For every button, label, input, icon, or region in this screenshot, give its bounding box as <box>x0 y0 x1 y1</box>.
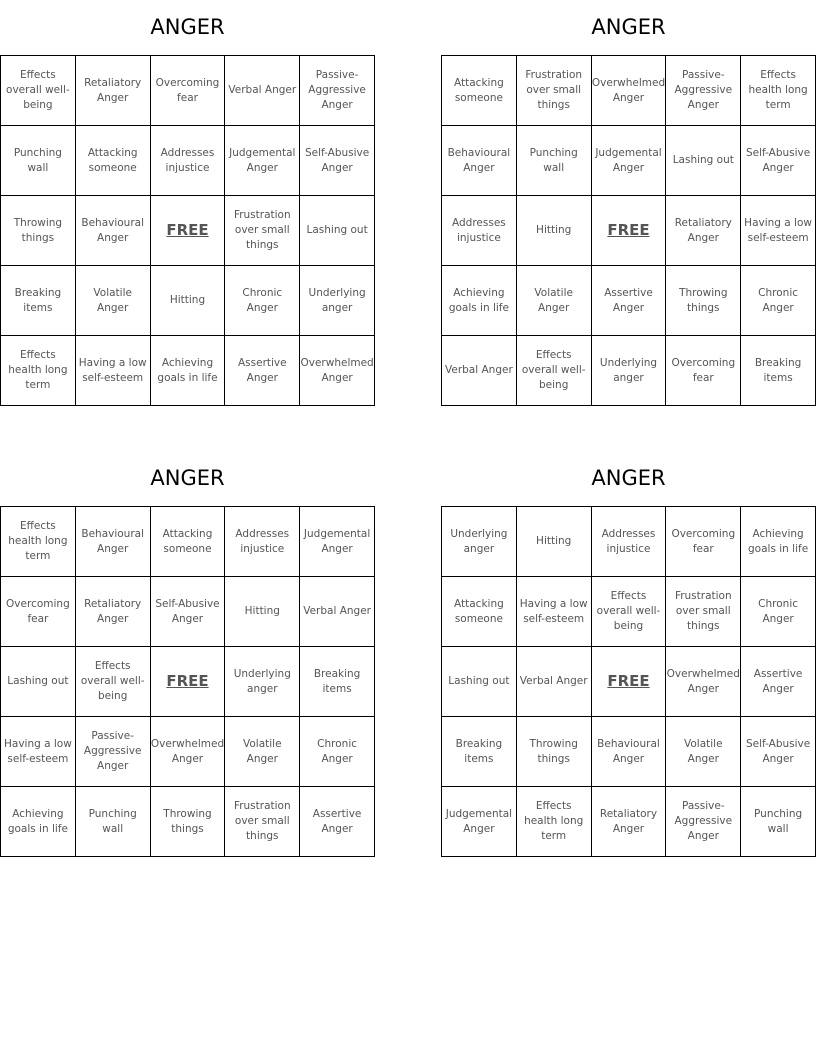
free-space-cell: FREE <box>592 647 667 717</box>
bingo-cell: Volatile Anger <box>76 266 151 336</box>
bingo-cell: Lashing out <box>666 126 741 196</box>
bingo-cell: Throwing things <box>517 717 592 787</box>
bingo-cell: Retaliatory Anger <box>592 787 667 857</box>
bingo-cell: Passive-Aggressive Anger <box>666 787 741 857</box>
bingo-cell: Punching wall <box>1 126 76 196</box>
bingo-cell: Overwhelmed Anger <box>666 647 741 717</box>
bingo-cell: Having a low self-esteem <box>517 577 592 647</box>
bingo-cell: Having a low self-esteem <box>76 336 151 406</box>
bingo-cell: Effects health long term <box>1 336 76 406</box>
bingo-cell: Breaking items <box>442 717 517 787</box>
bingo-cell: Throwing things <box>151 787 226 857</box>
bingo-grid <box>0 55 375 406</box>
bingo-cell: Assertive Anger <box>592 266 667 336</box>
bingo-cell: Addresses injustice <box>442 196 517 266</box>
bingo-cell: Effects health long term <box>741 56 816 126</box>
bingo-cell: Overwhelmed Anger <box>592 56 667 126</box>
bingo-cell: Volatile Anger <box>666 717 741 787</box>
bingo-cell: Passive-Aggressive Anger <box>666 56 741 126</box>
bingo-cell: Lashing out <box>442 647 517 717</box>
bingo-cell: Frustration over small things <box>666 577 741 647</box>
bingo-cell: Judgemental Anger <box>300 507 375 577</box>
bingo-cell: Assertive Anger <box>300 787 375 857</box>
bingo-cell: Breaking items <box>300 647 375 717</box>
bingo-cell: Breaking items <box>1 266 76 336</box>
bingo-cell: Judgemental Anger <box>225 126 300 196</box>
bingo-cell: Retaliatory Anger <box>666 196 741 266</box>
bingo-cell: Passive-Aggressive Anger <box>300 56 375 126</box>
bingo-cell: Lashing out <box>300 196 375 266</box>
bingo-cell: Attacking someone <box>151 507 226 577</box>
bingo-cell: Effects health long term <box>517 787 592 857</box>
bingo-cell: Lashing out <box>1 647 76 717</box>
bingo-grid <box>441 506 816 857</box>
bingo-cell: Verbal Anger <box>225 56 300 126</box>
bingo-cell: Judgemental Anger <box>592 126 667 196</box>
free-space-cell: FREE <box>592 196 667 266</box>
bingo-cell: Chronic Anger <box>225 266 300 336</box>
card-title: ANGER <box>591 15 666 39</box>
bingo-cell: Behavioural Anger <box>592 717 667 787</box>
bingo-cell: Overcoming fear <box>666 507 741 577</box>
bingo-cell: Hitting <box>151 266 226 336</box>
bingo-cell: Assertive Anger <box>225 336 300 406</box>
bingo-grid <box>0 506 375 857</box>
bingo-cell: Effects overall well-being <box>76 647 151 717</box>
bingo-cell: Hitting <box>225 577 300 647</box>
bingo-cell: Achieving goals in life <box>151 336 226 406</box>
bingo-cell: Throwing things <box>1 196 76 266</box>
bingo-cell: Overcoming fear <box>1 577 76 647</box>
bingo-cell: Verbal Anger <box>517 647 592 717</box>
bingo-cell: Overwhelmed Anger <box>151 717 226 787</box>
bingo-cell: Having a low self-esteem <box>1 717 76 787</box>
bingo-cell: Effects overall well-being <box>1 56 76 126</box>
bingo-cell: Overcoming fear <box>151 56 226 126</box>
bingo-cell: Volatile Anger <box>225 717 300 787</box>
bingo-cell: Underlying anger <box>225 647 300 717</box>
bingo-cell: Self-Abusive Anger <box>151 577 226 647</box>
bingo-cell: Volatile Anger <box>517 266 592 336</box>
free-space-cell: FREE <box>151 196 226 266</box>
bingo-cell: Hitting <box>517 507 592 577</box>
bingo-cell: Self-Abusive Anger <box>741 717 816 787</box>
bingo-cell: Overwhelmed Anger <box>300 336 375 406</box>
bingo-cell: Attacking someone <box>76 126 151 196</box>
bingo-cell: Verbal Anger <box>442 336 517 406</box>
bingo-cell: Underlying anger <box>592 336 667 406</box>
bingo-cell: Frustration over small things <box>517 56 592 126</box>
bingo-cell: Retaliatory Anger <box>76 56 151 126</box>
card-title: ANGER <box>591 466 666 490</box>
bingo-cell: Addresses injustice <box>151 126 226 196</box>
bingo-cell: Behavioural Anger <box>76 196 151 266</box>
bingo-cell: Achieving goals in life <box>1 787 76 857</box>
bingo-cell: Punching wall <box>517 126 592 196</box>
bingo-grid <box>441 55 816 406</box>
bingo-cell: Judgemental Anger <box>442 787 517 857</box>
bingo-cell: Achieving goals in life <box>741 507 816 577</box>
card-title: ANGER <box>150 466 225 490</box>
bingo-cell: Throwing things <box>666 266 741 336</box>
bingo-cell: Assertive Anger <box>741 647 816 717</box>
bingo-cell: Verbal Anger <box>300 577 375 647</box>
bingo-cell: Effects overall well-being <box>592 577 667 647</box>
bingo-cell: Overcoming fear <box>666 336 741 406</box>
bingo-cell: Frustration over small things <box>225 787 300 857</box>
bingo-cell: Having a low self-esteem <box>741 196 816 266</box>
free-space-cell: FREE <box>151 647 226 717</box>
card-title: ANGER <box>150 15 225 39</box>
bingo-cell: Self-Abusive Anger <box>741 126 816 196</box>
bingo-cell: Breaking items <box>741 336 816 406</box>
bingo-cell: Underlying anger <box>442 507 517 577</box>
bingo-cell: Punching wall <box>741 787 816 857</box>
bingo-cell: Effects health long term <box>1 507 76 577</box>
bingo-cell: Punching wall <box>76 787 151 857</box>
bingo-cell: Retaliatory Anger <box>76 577 151 647</box>
bingo-cell: Addresses injustice <box>225 507 300 577</box>
bingo-cell: Chronic Anger <box>741 266 816 336</box>
bingo-cell: Chronic Anger <box>741 577 816 647</box>
bingo-cell: Passive-Aggressive Anger <box>76 717 151 787</box>
bingo-cell: Attacking someone <box>442 577 517 647</box>
bingo-cell: Behavioural Anger <box>76 507 151 577</box>
bingo-cell: Behavioural Anger <box>442 126 517 196</box>
bingo-cell: Underlying anger <box>300 266 375 336</box>
bingo-cell: Addresses injustice <box>592 507 667 577</box>
bingo-cell: Chronic Anger <box>300 717 375 787</box>
bingo-cell: Effects overall well-being <box>517 336 592 406</box>
bingo-cell: Self-Abusive Anger <box>300 126 375 196</box>
bingo-cell: Attacking someone <box>442 56 517 126</box>
bingo-cell: Hitting <box>517 196 592 266</box>
bingo-cell: Frustration over small things <box>225 196 300 266</box>
bingo-cell: Achieving goals in life <box>442 266 517 336</box>
